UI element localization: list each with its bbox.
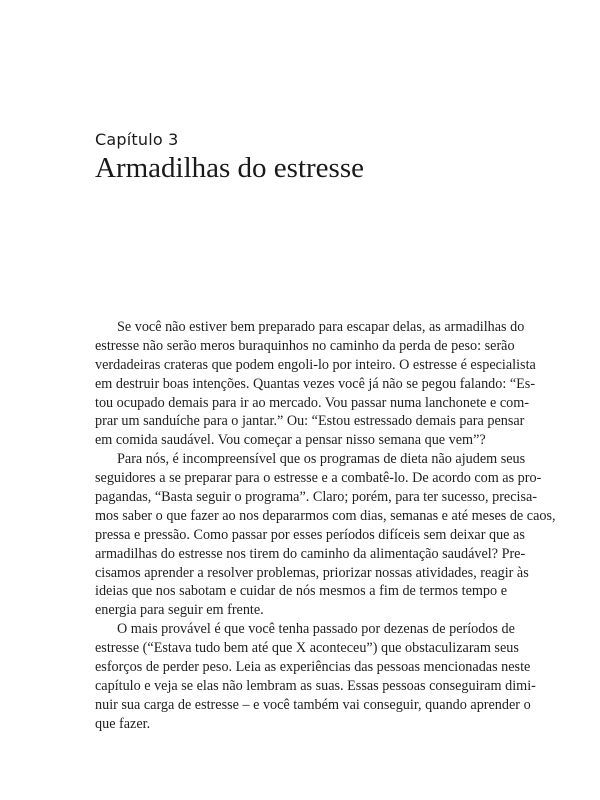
text-line: ideias que nos sabotam e cuidar de nós mesmos a fim de termos tempo e xyxy=(95,583,507,600)
text-line: que fazer. xyxy=(95,715,151,732)
paragraph-3 xyxy=(95,620,536,733)
text-line: cisamos aprender a resolver problemas, priorizar nossas atividades, reagir às xyxy=(95,564,529,581)
paragraph-1 xyxy=(95,318,536,450)
text-line: seguidores a se preparar para o estresse e a combatê-lo. De acordo com as pro- xyxy=(95,470,542,487)
text-line: em destruir boas intenções. Quantas vezes você já não se pegou falando: “Es- xyxy=(95,375,536,392)
text-line: nuir sua carga de estresse – e você também vai conseguir, quando aprender o xyxy=(95,696,531,713)
text-line: Se você não estiver bem preparado para escapar delas, as armadilhas do xyxy=(117,319,525,335)
text-line: O mais provável é que você tenha passado por dezenas de períodos de xyxy=(117,621,515,638)
text-line: pressa e pressão. Como passar por esses períodos difíceis sem deixar que as xyxy=(95,526,525,543)
paragraph-2 xyxy=(95,450,556,620)
chapter-title: Armadilhas do estresse xyxy=(95,152,364,184)
body-text xyxy=(95,318,556,734)
chapter-label: Capítulo 3 xyxy=(95,130,179,149)
text-line: armadilhas do estresse nos tirem do caminho da alimentação saudável? Pre- xyxy=(95,545,526,562)
text-line: estresse não serão meros buraquinhos no caminho da perda de peso: serão xyxy=(95,337,515,354)
text-line: prar um sanduíche para o jantar.” Ou: “Estou estressado demais para pensar xyxy=(95,413,525,430)
text-line: esforços de perder peso. Leia as experiências das pessoas mencionadas neste xyxy=(95,659,531,676)
text-line: pagandas, “Basta seguir o programa”. Claro; porém, para ter sucesso, precisa- xyxy=(95,489,538,506)
text-line: tou ocupado demais para ir ao mercado. Vou passar numa lanchonete e com- xyxy=(95,394,530,411)
text-line: verdadeiras crateras que podem engoli-lo por inteiro. O estresse é especialista xyxy=(95,356,536,373)
text-line: mos saber o que fazer ao nos depararmos com dias, semanas e até meses de caos, xyxy=(95,507,556,524)
text-line: estresse (“Estava tudo bem até que X aconteceu”) que obstaculizaram seus xyxy=(95,640,519,657)
text-line: energia para seguir em frente. xyxy=(95,602,264,619)
text-line: em comida saudável. Vou começar a pensar nisso semana que vem”? xyxy=(95,432,486,449)
text-line: Para nós, é incompreensível que os programas de dieta não ajudem seus xyxy=(117,451,526,468)
text-line: capítulo e veja se elas não lembram as suas. Essas pessoas conseguiram dimi- xyxy=(95,677,536,694)
